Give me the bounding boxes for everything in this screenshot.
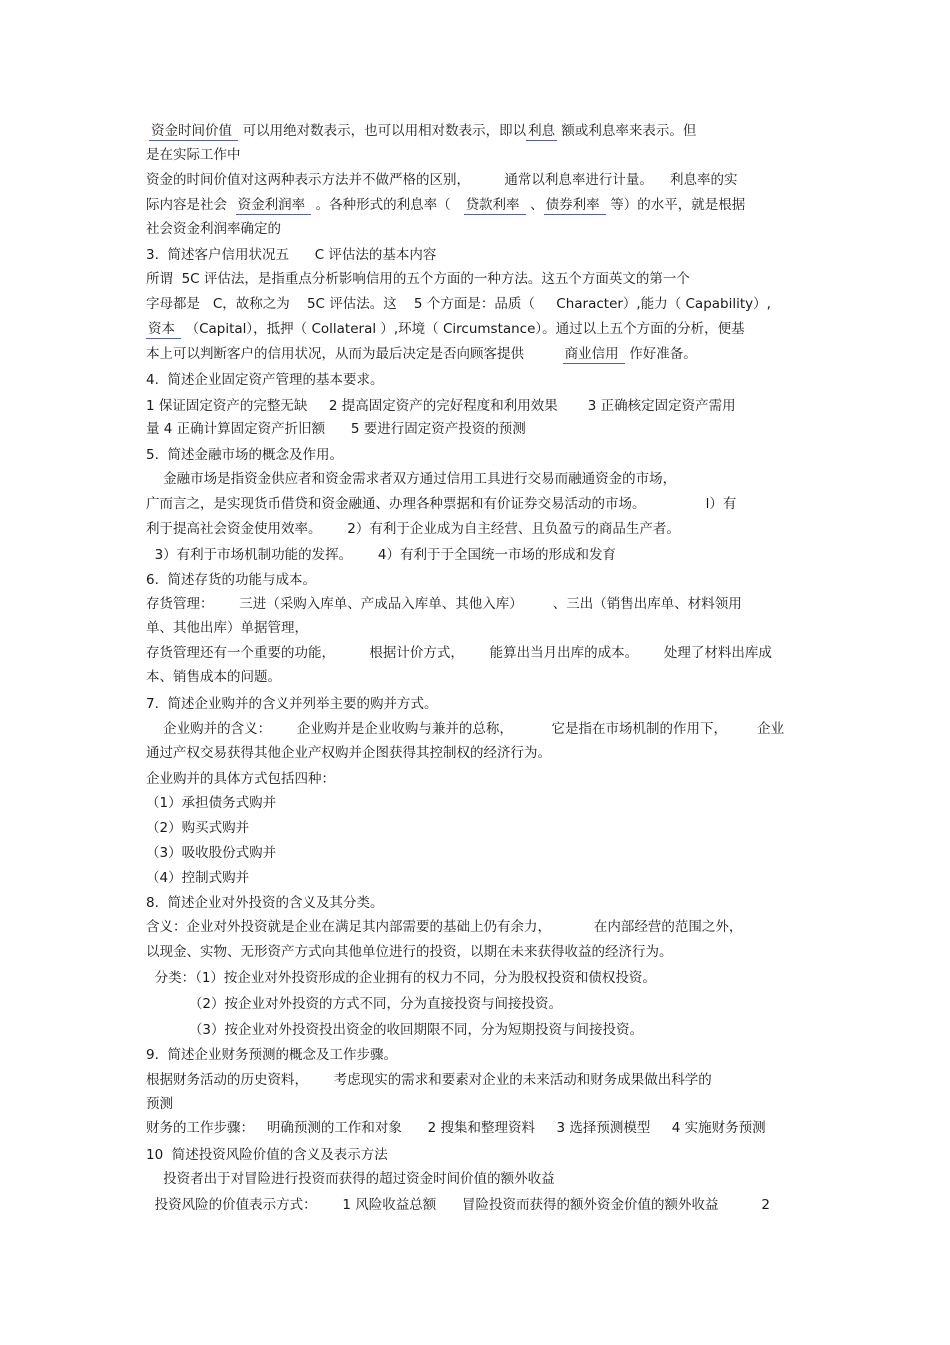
text-line: 投资者出于对冒险进行投资而获得的超过资金时间价值的额外收益 bbox=[146, 1171, 555, 1187]
text-segment: 作好准备。 bbox=[624, 346, 697, 362]
text-line: 量 4 正确计算固定资产折旧额 5 要进行固定资产投资的预测 bbox=[146, 421, 526, 437]
text-line bbox=[149, 122, 696, 140]
text-line: 含义：企业对外投资就是企业在满足其内部需要的基础上仍有余力， 在内部经营的范围之外， bbox=[146, 919, 743, 935]
text-segment: 额或利息率来表示。但 bbox=[557, 123, 697, 139]
text-line: 是在实际工作中 bbox=[146, 147, 241, 163]
text-line bbox=[146, 196, 745, 214]
text-line: （3）按企业对外投资投出资金的收回期限不同，分为短期投资与间接投资。 bbox=[146, 1022, 644, 1038]
text-line: 企业购并的具体方式包括四种： bbox=[146, 771, 335, 787]
text-line: 资金的时间价值对这两种表示方法并不做严格的区别， 通常以利息率进行计量。 利息率的实 bbox=[146, 172, 738, 188]
text-line: （2）按企业对外投资的方式不同，分为直接投资与间接投资。 bbox=[146, 996, 563, 1012]
underlined-term: 资金时间价值 bbox=[151, 123, 237, 139]
text-segment: 可以用绝对数表示，也可以用相对数表示，即以 bbox=[238, 123, 527, 139]
text-line bbox=[146, 345, 697, 363]
text-line: 以现金、实物、无形资产方式向其他单位进行的投资，以期在未来获得收益的经济行为。 bbox=[146, 944, 673, 960]
text-line: 所谓 5C 评估法，是指重点分析影响信用的五个方面的一种方法。这五个方面英文的第一个 bbox=[146, 271, 690, 287]
text-line: 3）有利于市场机制功能的发挥。 4）有利于于全国统一市场的形成和发育 bbox=[146, 547, 617, 563]
text-segment: 、 bbox=[525, 197, 544, 213]
text-segment: 等）的水平，就是根据 bbox=[605, 197, 746, 213]
text-line: 利于提高社会资金使用效率。 2）有利于企业成为自主经营、且负盈亏的商品生产者。 bbox=[146, 521, 680, 537]
underlined-term: 商业信用 bbox=[564, 346, 623, 362]
text-line: 投资风险的价值表示方式： 1 风险收益总额 冒险投资而获得的额外资金价值的额外收益 2 bbox=[146, 1197, 770, 1213]
text-segment: 本上可以判断客户的信用状况，从而为最后决定是否向顾客提供 bbox=[146, 346, 563, 362]
text-line bbox=[146, 320, 745, 338]
text-line: 通过产权交易获得其他企业产权购并企图获得其控制权的经济行为。 bbox=[146, 745, 551, 761]
text-line: （2）购买式购并 bbox=[146, 820, 250, 836]
text-line: 金融市场是指资金供应者和资金需求者双方通过信用工具进行交易而融通资金的市场， bbox=[146, 471, 677, 487]
text-line: （1）承担债务式购并 bbox=[146, 795, 277, 811]
text-line: 分类：（1）按企业对外投资形成的企业拥有的权力不同，分为股权投资和债权投资。 bbox=[146, 970, 656, 986]
text-line: 企业购并的含义： 企业购并是企业收购与兼并的总称， 它是指在市场机制的作用下， 企业 bbox=[146, 721, 785, 737]
text-line: （4）控制式购并 bbox=[146, 870, 250, 886]
text-line: 预测 bbox=[146, 1096, 173, 1112]
text-line: 本、销售成本的问题。 bbox=[146, 669, 281, 685]
text-line: 7. 简述企业购并的含义并列举主要的购并方式。 bbox=[146, 696, 438, 712]
text-line: 10 简述投资风险价值的含义及表示方法 bbox=[146, 1147, 388, 1163]
text-line: 社会资金利润率确定的 bbox=[146, 221, 281, 237]
underlined-term: 资金利润率 bbox=[237, 197, 310, 213]
text-line: 字母都是 C，故称之为 5C 评估法。这 5 个方面是：品质（ Character）,能力（ Capability）, bbox=[146, 296, 771, 312]
text-line: 根据财务活动的历史资料， 考虑现实的需求和要素对企业的未来活动和财务成果做出科学的 bbox=[146, 1072, 712, 1088]
underlined-term: 贷款利率 bbox=[465, 197, 524, 213]
text-line: 5. 简述金融市场的概念及作用。 bbox=[146, 447, 343, 463]
text-line: 3. 简述客户信用状况五 C 评估法的基本内容 bbox=[146, 247, 437, 263]
text-line: （3）吸收股份式购并 bbox=[146, 845, 277, 861]
text-line: 4. 简述企业固定资产管理的基本要求。 bbox=[146, 372, 384, 388]
text-line: 8. 简述企业对外投资的含义及其分类。 bbox=[146, 895, 384, 911]
underlined-term: 利息 bbox=[528, 123, 556, 139]
text-segment: 际内容是社会 bbox=[146, 197, 236, 213]
text-line: 9. 简述企业财务预测的概念及工作步骤。 bbox=[146, 1047, 397, 1063]
text-segment: 。各种形式的利息率（ bbox=[311, 197, 464, 213]
text-line: 1 保证固定资产的完整无缺 2 提高固定资产的完好程度和利用效果 3 正确核定固定资产需用 bbox=[146, 398, 736, 414]
underlined-term: 资本 bbox=[148, 321, 180, 337]
text-line: 存货管理还有一个重要的功能， 根据计价方式， 能算出当月出库的成本。 处理了材料出库成 bbox=[146, 645, 772, 661]
underlined-term: 债券利率 bbox=[545, 197, 604, 213]
text-line: 财务的工作步骤： 明确预测的工作和对象 2 搜集和整理资料 3 选择预测模型 4 实施财务预测 bbox=[146, 1120, 766, 1136]
text-line: 单、其他出库）单据管理， bbox=[146, 620, 308, 636]
text-line: 广而言之，是实现货币借贷和资金融通、办理各种票据和有价证券交易活动的市场。 l）有 bbox=[146, 496, 737, 512]
text-line: 6. 简述存货的功能与成本。 bbox=[146, 572, 316, 588]
text-segment: （Capital），抵押（ Collateral ）,环境（ Circumstance）。通过以上五个方面的分析，便基 bbox=[181, 321, 745, 337]
text-line: 存货管理： 三进（采购入库单、产成品入库单、其他入库） 、三出（销售出库单、材料领用 bbox=[146, 596, 742, 612]
